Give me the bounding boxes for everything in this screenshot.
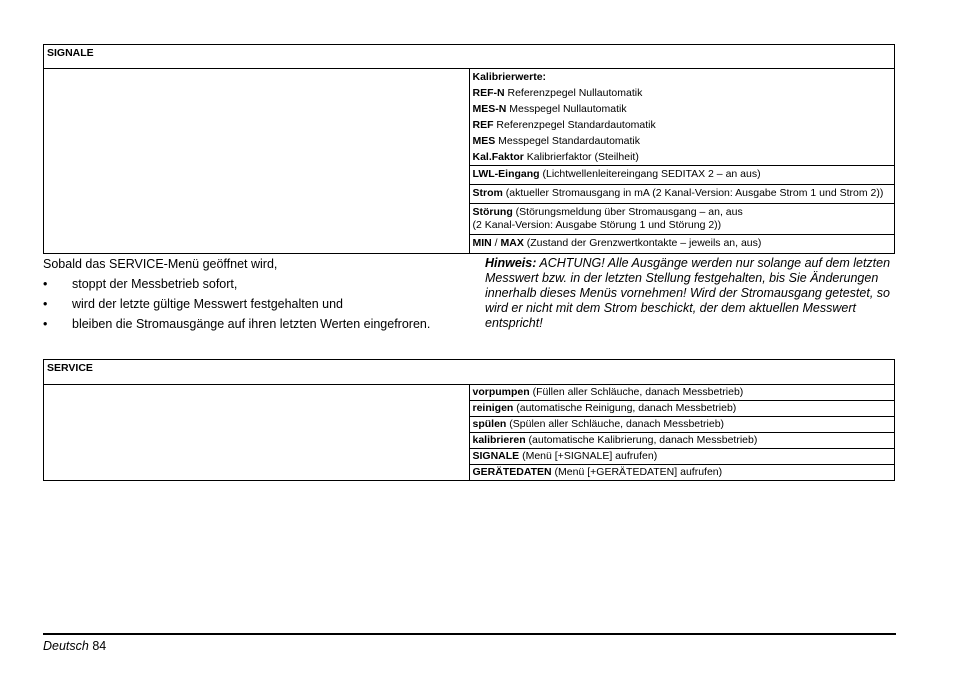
hinweis-note <box>485 256 895 331</box>
signale-table-title: SIGNALE <box>44 45 895 69</box>
signale-row-lwl: LWL-Eingang (Lichtwellenleitereingang SEDITAX 2 – an aus) <box>469 166 895 185</box>
signale-table <box>43 44 895 254</box>
service-table <box>43 359 895 481</box>
footer-rule <box>43 633 896 635</box>
signale-row-minmax: MIN / MAX (Zustand der Grenzwertkontakte – jeweils an, aus) <box>469 235 895 254</box>
list-item: • stoppt der Messbetrieb sofort, <box>43 277 238 291</box>
kal-item: MES Messpegel Standardautomatik <box>472 135 641 147</box>
signale-empty-cell <box>44 69 470 254</box>
service-intro-text <box>43 256 473 336</box>
signale-row-strom: Strom (aktueller Stromausgang in mA (2 Kanal-Version: Ausgabe Strom 1 und Strom 2)) <box>469 185 895 204</box>
kal-item: Kal.Faktor Kalibrierfaktor (Steilheit) <box>472 151 639 163</box>
service-table-title: SERVICE <box>44 360 895 385</box>
service-empty-cell <box>44 385 470 481</box>
kal-item: MES-N Messpegel Nullautomatik <box>472 103 627 115</box>
service-row-reinigen: reinigen (automatische Reinigung, danach Messbetrieb) <box>469 401 895 417</box>
hinweis-text: ACHTUNG! Alle Ausgänge werden nur solange auf dem letzten Messwert bzw. in der letzten Stellung festgehalten, bis Sie Änderungen innerhalb dieses Menüs vornehmen! Wird der Stromausgang getestet, so wird er nicht mit dem Strom beschickt, der dem aktuellen Messwert entspricht! <box>485 256 891 330</box>
kalibrierwerte-heading: Kalibrierwerte: <box>472 71 547 83</box>
list-item: • wird der letzte gültige Messwert festgehalten und <box>43 297 343 311</box>
service-row-kalibrieren: kalibrieren (automatische Kalibrierung, danach Messbetrieb) <box>469 433 895 449</box>
intro-paragraph: Sobald das SERVICE-Menü geöffnet wird, <box>43 257 278 271</box>
service-row-spuelen: spülen (Spülen aller Schläuche, danach Messbetrieb) <box>469 417 895 433</box>
signale-row-stoerung: Störung (Störungsmeldung über Stromausgang – an, aus (2 Kanal-Version: Ausgabe Störung 1 und Störung 2)) <box>469 204 895 235</box>
hinweis-label: Hinweis: <box>485 256 537 270</box>
footer-language: Deutsch <box>43 639 89 653</box>
kalibrierwerte-cell <box>469 69 895 166</box>
kal-item: REF-N Referenzpegel Nullautomatik <box>472 87 643 99</box>
service-row-vorpumpen: vorpumpen (Füllen aller Schläuche, danach Messbetrieb) <box>469 385 895 401</box>
list-item: • bleiben die Stromausgänge auf ihren letzten Werten eingefroren. <box>43 317 431 331</box>
service-row-signale: SIGNALE (Menü [+SIGNALE] aufrufen) <box>469 449 895 465</box>
kal-item: REF Referenzpegel Standardautomatik <box>472 119 656 131</box>
page-number: 84 <box>88 639 107 653</box>
page-footer <box>43 639 106 653</box>
service-row-geraetedaten: GERÄTEDATEN (Menü [+GERÄTEDATEN] aufrufen) <box>469 465 895 481</box>
bullet-list <box>43 276 473 332</box>
